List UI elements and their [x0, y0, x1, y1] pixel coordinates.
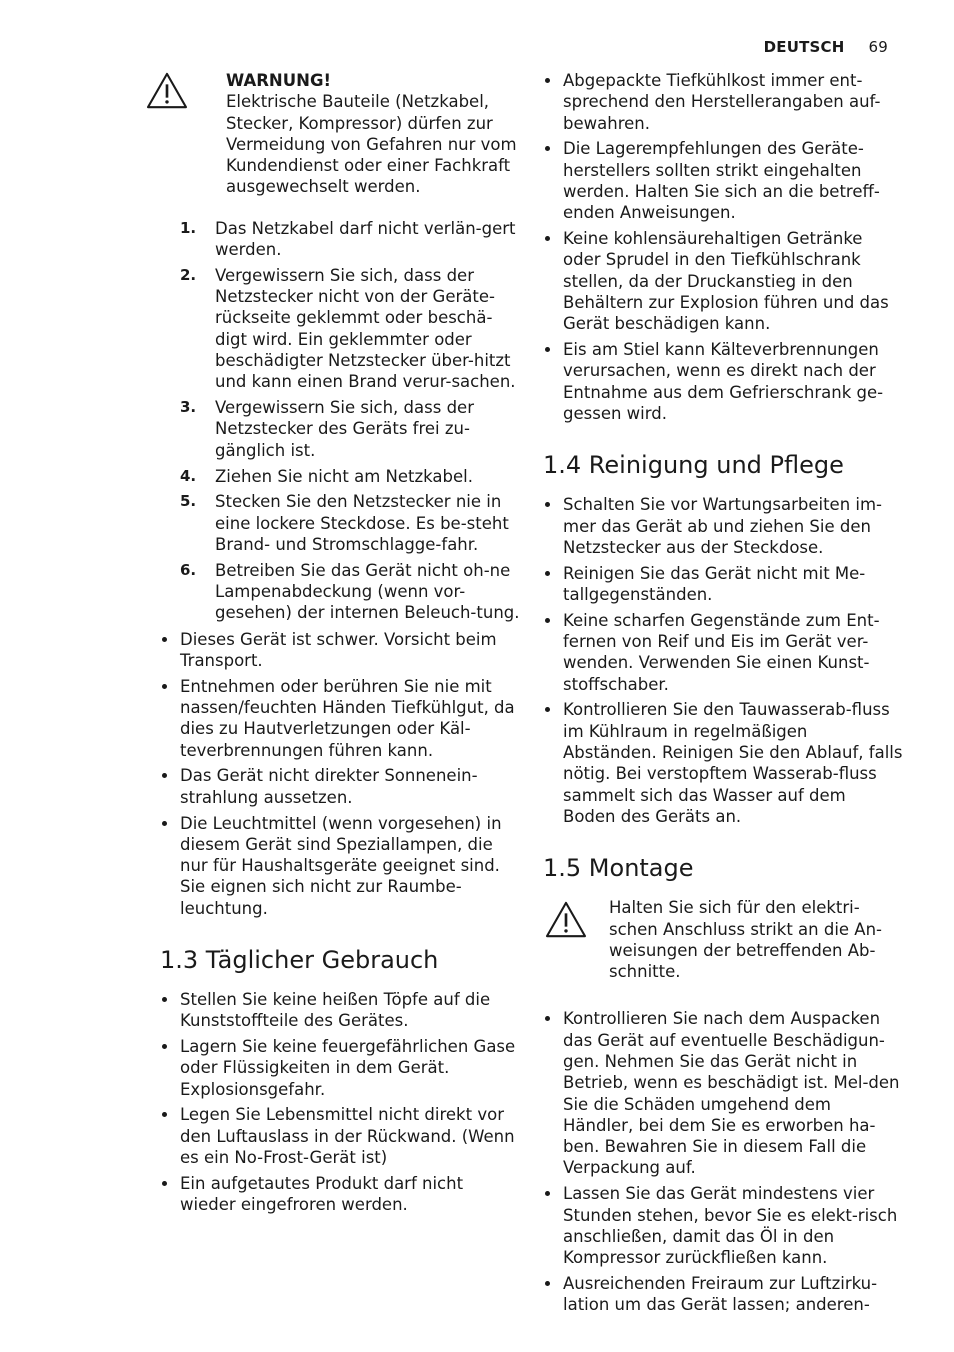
step-text: Stecken Sie den Netzstecker nie in eine lockere Steckdose. Es be-steht Brand- und Stromschlagge-fahr.	[215, 492, 509, 554]
step-text: Vergewissern Sie sich, dass der Netzstecker des Geräts frei zu-gänglich ist.	[215, 398, 474, 460]
list-item: Stellen Sie keine heißen Töpfe auf die Kunststoffteile des Gerätes.	[160, 989, 520, 1032]
step-item	[180, 218, 520, 261]
step-text: Das Netzkabel darf nicht verlän-gert werden.	[215, 218, 516, 260]
list-item: Lagern Sie keine feuergefährlichen Gase oder Flüssigkeiten in dem Gerät. Explosionsgefahr.	[160, 1036, 520, 1100]
list-item: Die Leuchtmittel (wenn vorgesehen) in diesem Gerät sind Speziallampen, die nur für Haushaltsgeräte geeignet sind. Sie eignen sich nicht zur Raumbe-leuchtung.	[160, 813, 520, 919]
installation-bullets	[543, 1008, 903, 1315]
list-item: Keine kohlensäurehaltigen Getränke oder Sprudel in den Tiefkühlschrank stellen, da der Druckanstieg in den Behältern zur Explosion führen und das Gerät beschädigen kann.	[543, 228, 903, 334]
list-item: Ein aufgetautes Produkt darf nicht wieder eingefroren werden.	[160, 1173, 520, 1216]
warning-triangle-icon	[146, 72, 188, 110]
step-item	[180, 560, 520, 624]
step-number: 3.	[180, 398, 197, 417]
list-item: Ausreichenden Freiraum zur Luftzirku-lation um das Gerät lassen; anderen-	[543, 1273, 903, 1316]
list-item: Das Gerät nicht direkter Sonnenein-strahlung aussetzen.	[160, 765, 520, 808]
header-section: DEUTSCH	[763, 38, 845, 56]
list-item: Abgepackte Tiefkühlkost immer ent-sprechend den Herstellerangaben auf-bewahren.	[543, 70, 903, 134]
list-item: Keine scharfen Gegenstände zum Ent-fernen von Reif und Eis im Gerät ver-wenden. Verwenden Sie einen Kunst-stoffschaber.	[543, 610, 903, 695]
right-column	[543, 70, 903, 1320]
safety-steps	[140, 218, 520, 624]
step-number: 2.	[180, 265, 197, 284]
installation-warning-box	[543, 897, 903, 982]
list-item: Legen Sie Lebensmittel nicht direkt vor den Luftauslass in der Rückwand. (Wenn es ein No-Frost-Gerät ist)	[160, 1104, 520, 1168]
storage-bullets	[543, 70, 903, 424]
list-item: Kontrollieren Sie nach dem Auspacken das Gerät auf eventuelle Beschädigun-gen. Nehmen Sie das Gerät nicht in Betrieb, wenn es beschädigt ist. Mel-den Sie die Schäden umgehend dem Händler, bei dem Sie es erworben ha-ben. Bewahren Sie in diesem Fall die Verpackung auf.	[543, 1008, 903, 1178]
list-item: Eis am Stiel kann Kälteverbrennungen verursachen, wenn es direkt nach der Entnahme aus dem Gefrierschrank ge-gessen wird.	[543, 339, 903, 424]
list-item: Lassen Sie das Gerät mindestens vier Stunden stehen, bevor Sie es elekt-risch anschließen, damit das Öl in den Kompressor zurückfließen kann.	[543, 1183, 903, 1268]
section-heading-daily-use: 1.3 Täglicher Gebrauch	[160, 945, 439, 974]
section-heading-cleaning: 1.4 Reinigung und Pflege	[543, 451, 844, 480]
section-heading-installation: 1.5 Montage	[543, 854, 694, 883]
step-item	[180, 466, 520, 487]
warning-text: Elektrische Bauteile (Netzkabel, Stecker, Kompressor) dürfen zur Vermeidung von Gefahren nur vom Kundendienst oder einer Fachkraft ausgewechselt werden.	[226, 92, 517, 197]
step-text: Vergewissern Sie sich, dass der Netzstecker nicht von der Geräte-rückseite geklemmt oder beschä-digt wird. Ein geklemmter oder beschädigter Netzstecker über-hitzt und kann einen Brand verur-sachen.	[215, 265, 516, 392]
step-item	[180, 491, 520, 555]
step-number: 1.	[180, 218, 197, 237]
cleaning-bullets	[543, 494, 903, 827]
step-item	[180, 397, 520, 461]
installation-warning-text: Halten Sie sich für den elektri-schen Anschluss strikt an die An-weisungen der betreffenden Ab-schnitte.	[609, 898, 882, 982]
daily-use-bullets	[140, 989, 520, 1215]
step-text: Ziehen Sie nicht am Netzkabel.	[215, 466, 473, 486]
list-item: Entnehmen oder berühren Sie nie mit nassen/feuchten Händen Tiefkühlgut, da dies zu Hautverletzungen oder Käl-teverbrennungen führen kann.	[160, 676, 520, 761]
list-item: Die Lagerempfehlungen des Geräte-herstellers sollten strikt eingehalten werden. Halten Sie sich an die betreff-enden Anweisungen.	[543, 138, 903, 223]
list-item: Kontrollieren Sie den Tauwasserab-fluss im Kühlraum in regelmäßigen Abständen. Reinigen Sie den Ablauf, falls nötig. Bei verstopftem Wasserab-fluss sammelt sich das Wasser auf dem Boden des Geräts an.	[543, 699, 903, 827]
page-header	[764, 38, 888, 56]
page-number: 69	[868, 38, 888, 56]
step-item	[180, 265, 520, 393]
safety-bullets	[140, 629, 520, 919]
list-item: Reinigen Sie das Gerät nicht mit Me-tallgegenständen.	[543, 563, 903, 606]
left-column	[140, 70, 520, 1220]
warning-triangle-icon	[545, 901, 587, 939]
list-item: Schalten Sie vor Wartungsarbeiten im-mer das Gerät ab und ziehen Sie den Netzstecker aus der Steckdose.	[543, 494, 903, 558]
step-number: 4.	[180, 466, 197, 485]
step-number: 5.	[180, 492, 197, 511]
warning-title: WARNUNG!	[226, 71, 332, 90]
step-number: 6.	[180, 560, 197, 579]
step-text: Betreiben Sie das Gerät nicht oh-ne Lampenabdeckung (wenn vor-gesehen) der internen Beleuch-tung.	[215, 560, 520, 623]
list-item: Dieses Gerät ist schwer. Vorsicht beim Transport.	[160, 629, 520, 672]
warning-box	[140, 70, 520, 198]
